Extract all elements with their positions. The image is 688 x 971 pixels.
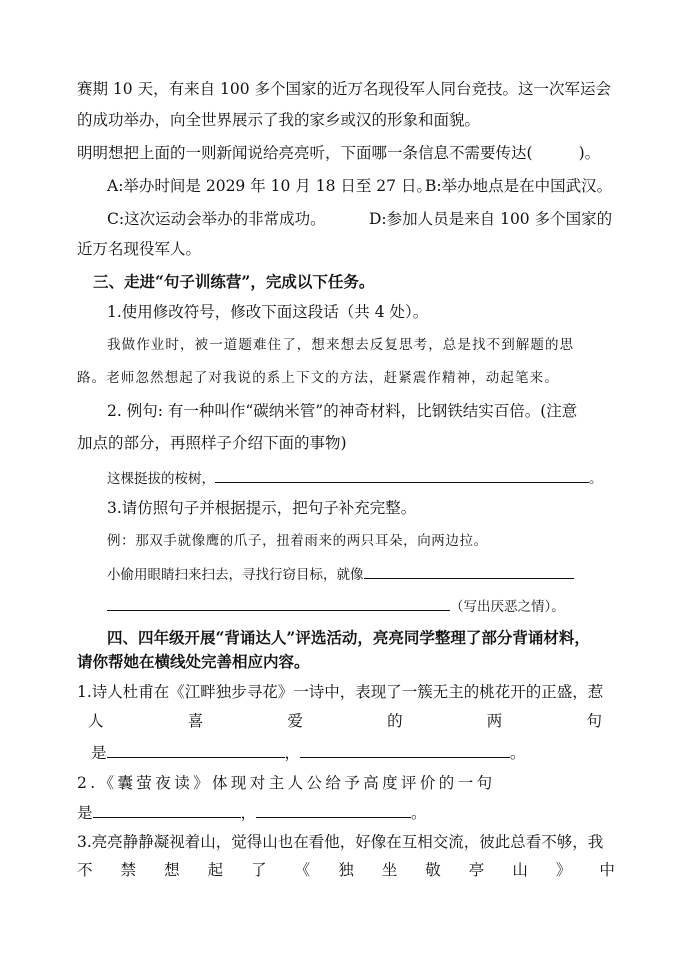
q1-instruction: 1.使用修改符号，修改下面这段话（共 4 处）。: [107, 303, 429, 321]
item-1-blank-1[interactable]: [107, 741, 285, 758]
passage-line-2: 的成功举办，向全世界展示了我的家乡或汉的形象和面貌。: [77, 111, 481, 129]
item-2-blank-2[interactable]: [256, 801, 411, 818]
option-a: A:举办时间是 2029 年 10 月 18 日至 27 日。: [107, 177, 432, 195]
q2-prompt: 这棵挺拔的桉树，: [107, 471, 215, 487]
section-3-heading: 三、走进“句子训练营”，完成以下任务。: [93, 272, 375, 291]
section-4-heading-1: 四、四年级开展“背诵达人”评选活动，亮亮同学整理了部分背诵材料，: [107, 628, 590, 647]
item-3-line-2: 不 禁 想 起 了 《 独 坐 敬 亭 山 》 中: [77, 861, 615, 879]
item-1-line-1: 1.诗人杜甫在《江畔独步寻花》一诗中，表现了一簇无主的桃花开的正盛，惹: [77, 683, 604, 701]
q2-example-line-1: 2. 例句: 有一种叫作“碳纳米管”的神奇材料，比钢铁结实百倍。(注意: [107, 402, 578, 420]
options-row-ab: [107, 175, 615, 197]
q3-hint: （写出厌恶之情）。: [450, 599, 565, 615]
item-1-line-2: 人 喜 爱 的 两 句: [88, 712, 602, 730]
q1-text-line-1: 我做作业时，被一道题难住了，想来想去反复思考，总是找不到解题的思: [107, 337, 575, 353]
item-1-pre: 是: [91, 744, 107, 762]
item-2-blank-1[interactable]: [93, 801, 241, 818]
q3-prompt: 小偷用眼睛扫来扫去，寻找行窃目标，就像: [107, 567, 364, 583]
q3-answer-blank-2[interactable]: [107, 594, 450, 611]
option-d-continued: 近万名现役军人。: [77, 240, 202, 258]
item-2-comma: ，: [240, 804, 257, 822]
q3-example: 例：那双手就像鹰的爪子，扭着雨来的两只耳朵，向两边拉。: [107, 533, 488, 549]
q3-answer-blank-1[interactable]: [364, 562, 574, 579]
item-2-line-1: 2.《囊萤夜读》体现对主人公给予高度评价的一句: [77, 774, 496, 792]
item-1-comma: ，: [284, 744, 301, 762]
item-2-pre: 是: [77, 804, 93, 822]
item-2-end: 。: [411, 804, 427, 822]
option-b: B:举办地点是在中国武汉。: [425, 177, 613, 195]
q2-answer-row: [107, 466, 615, 490]
item-1-end: 。: [510, 744, 526, 762]
options-row-cd: [107, 208, 615, 230]
q2-answer-blank[interactable]: [215, 466, 589, 483]
item-3-line-1: 3.亮亮静静凝视着山，觉得山也在看他，好像在互相交流，彼此总看不够，我: [77, 833, 604, 851]
option-d: D:参加人员是来自 100 多个国家的: [369, 210, 613, 228]
q3-instruction: 3.请仿照句子并根据提示，把句子补充完整。: [107, 499, 417, 517]
news-question-text: 明明想把上面的一则新闻说给亮亮听，下面哪一条信息不需要传达(: [77, 144, 533, 162]
item-1-answer-row: [91, 741, 629, 764]
news-question-stem: [77, 142, 615, 164]
q3-answer-row-2: [107, 594, 645, 618]
passage-line-1: 赛期 10 天，有来自 100 多个国家的近万名现役军人同台竞技。这一次军运会: [77, 80, 612, 98]
item-1-blank-2[interactable]: [300, 741, 510, 758]
q2-example-line-2: 加点的部分，再照样子介绍下面的事物): [77, 434, 347, 452]
q1-text-line-2: 路。老师忽然想起了对我说的系上下文的方法，赶紧震作精神，动起笔来。: [77, 370, 559, 386]
q3-answer-row: [107, 562, 615, 586]
news-question-end: )。: [578, 144, 601, 162]
section-4-heading-2: 请你帮她在横线处完善相应内容。: [77, 652, 310, 671]
item-2-answer-row: [77, 801, 615, 824]
q2-end: 。: [589, 471, 603, 487]
option-c: C:这次运动会举办的非常成功。: [107, 210, 326, 228]
